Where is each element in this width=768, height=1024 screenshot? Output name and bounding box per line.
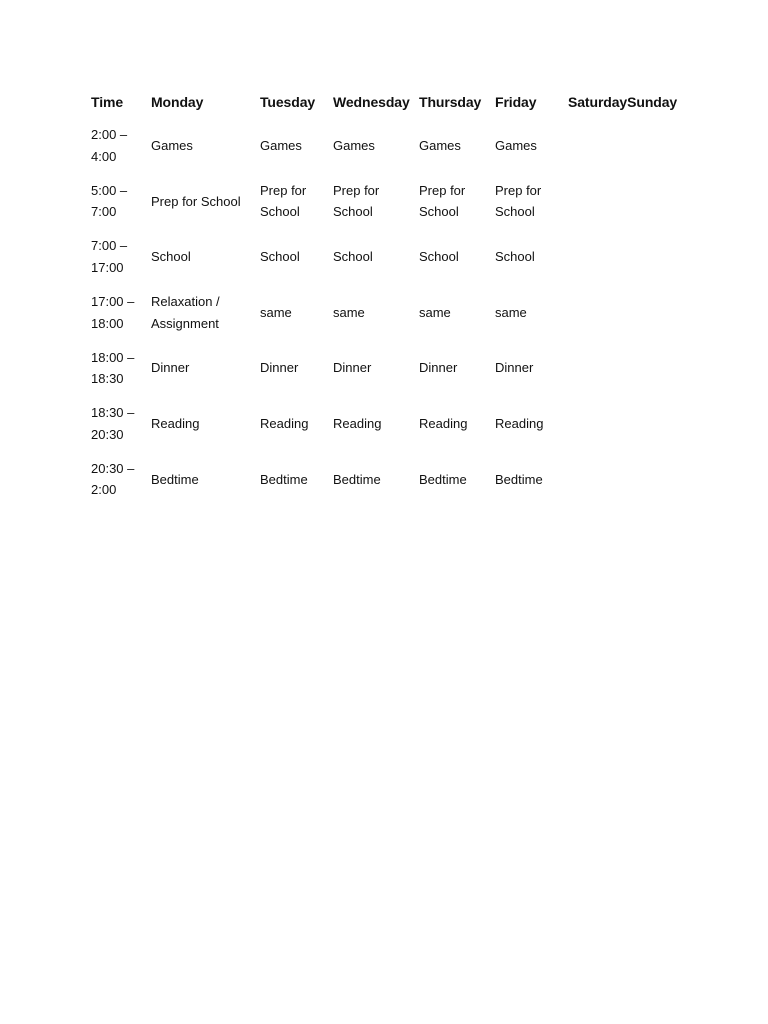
friday-cell: same <box>495 304 527 320</box>
thursday-cell: Bedtime <box>419 471 467 487</box>
header-tuesday: Tuesday <box>260 94 316 111</box>
friday-cell: School <box>495 249 535 265</box>
sunday-cell <box>627 340 697 396</box>
time-cell: 18:00 – 18:30 <box>91 349 135 387</box>
table-row <box>91 396 697 452</box>
monday-cell: Prep for School <box>151 193 241 209</box>
tuesday-cell: Prep for School <box>260 182 307 220</box>
saturday-cell <box>568 452 627 508</box>
wednesday-cell: Prep for School <box>333 182 380 220</box>
tuesday-cell: Games <box>260 138 302 154</box>
header-thursday: Thursday <box>419 94 482 111</box>
thursday-cell: Prep for School <box>419 182 466 220</box>
table-row <box>91 452 697 508</box>
tuesday-cell: Reading <box>260 416 309 432</box>
saturday-cell <box>568 285 627 341</box>
tuesday-cell: Dinner <box>260 360 299 376</box>
time-cell: 18:30 – 20:30 <box>91 405 135 442</box>
header-wednesday: Wednesday <box>333 94 410 111</box>
tuesday-cell: same <box>260 304 292 320</box>
table-row <box>91 118 697 174</box>
table-row <box>91 229 697 285</box>
time-cell: 5:00 – 7:00 <box>91 182 128 220</box>
saturday-cell <box>568 396 627 452</box>
time-cell: 20:30 – 2:00 <box>91 460 135 498</box>
saturday-cell <box>568 229 627 285</box>
friday-cell: Prep for School <box>495 182 542 220</box>
friday-cell: Bedtime <box>495 471 543 487</box>
sunday-cell <box>627 229 697 285</box>
monday-cell: School <box>151 249 191 265</box>
header-saturday: Saturday <box>568 94 628 111</box>
header-friday: Friday <box>495 94 537 111</box>
wednesday-cell: School <box>333 249 373 265</box>
monday-cell: Relaxation / Assignment <box>151 294 220 331</box>
wednesday-cell: Reading <box>333 416 382 432</box>
table-row <box>91 340 697 396</box>
header-row <box>91 88 697 118</box>
monday-cell: Dinner <box>151 360 190 376</box>
friday-cell: Games <box>495 138 537 154</box>
thursday-cell: Reading <box>419 416 468 432</box>
tuesday-cell: School <box>260 249 300 265</box>
wednesday-cell: Games <box>333 138 375 154</box>
header-time: Time <box>91 94 124 111</box>
monday-cell: Games <box>151 138 193 154</box>
friday-cell: Reading <box>495 416 544 432</box>
friday-cell: Dinner <box>495 360 534 376</box>
thursday-cell: Games <box>419 138 461 154</box>
thursday-cell: same <box>419 304 451 320</box>
time-cell: 7:00 – 17:00 <box>91 238 128 275</box>
thursday-cell: School <box>419 249 459 265</box>
monday-cell: Reading <box>151 416 200 432</box>
saturday-cell <box>568 118 627 174</box>
wednesday-cell: Bedtime <box>333 471 381 487</box>
time-cell: 2:00 – 4:00 <box>91 127 128 164</box>
saturday-cell <box>568 174 627 230</box>
wednesday-cell: Dinner <box>333 360 372 376</box>
sunday-cell <box>627 118 697 174</box>
tuesday-cell: Bedtime <box>260 471 308 487</box>
sunday-cell <box>627 396 697 452</box>
header-monday: Monday <box>151 94 204 111</box>
monday-cell: Bedtime <box>151 471 199 487</box>
weekly-schedule-table <box>91 88 697 507</box>
sunday-cell <box>627 285 697 341</box>
wednesday-cell: same <box>333 304 365 320</box>
sunday-cell <box>627 174 697 230</box>
table-row <box>91 285 697 341</box>
sunday-cell <box>627 452 697 508</box>
thursday-cell: Dinner <box>419 360 458 376</box>
saturday-cell <box>568 340 627 396</box>
table-row <box>91 174 697 230</box>
time-cell: 17:00 – 18:00 <box>91 294 135 331</box>
header-sunday: Sunday <box>627 94 678 111</box>
